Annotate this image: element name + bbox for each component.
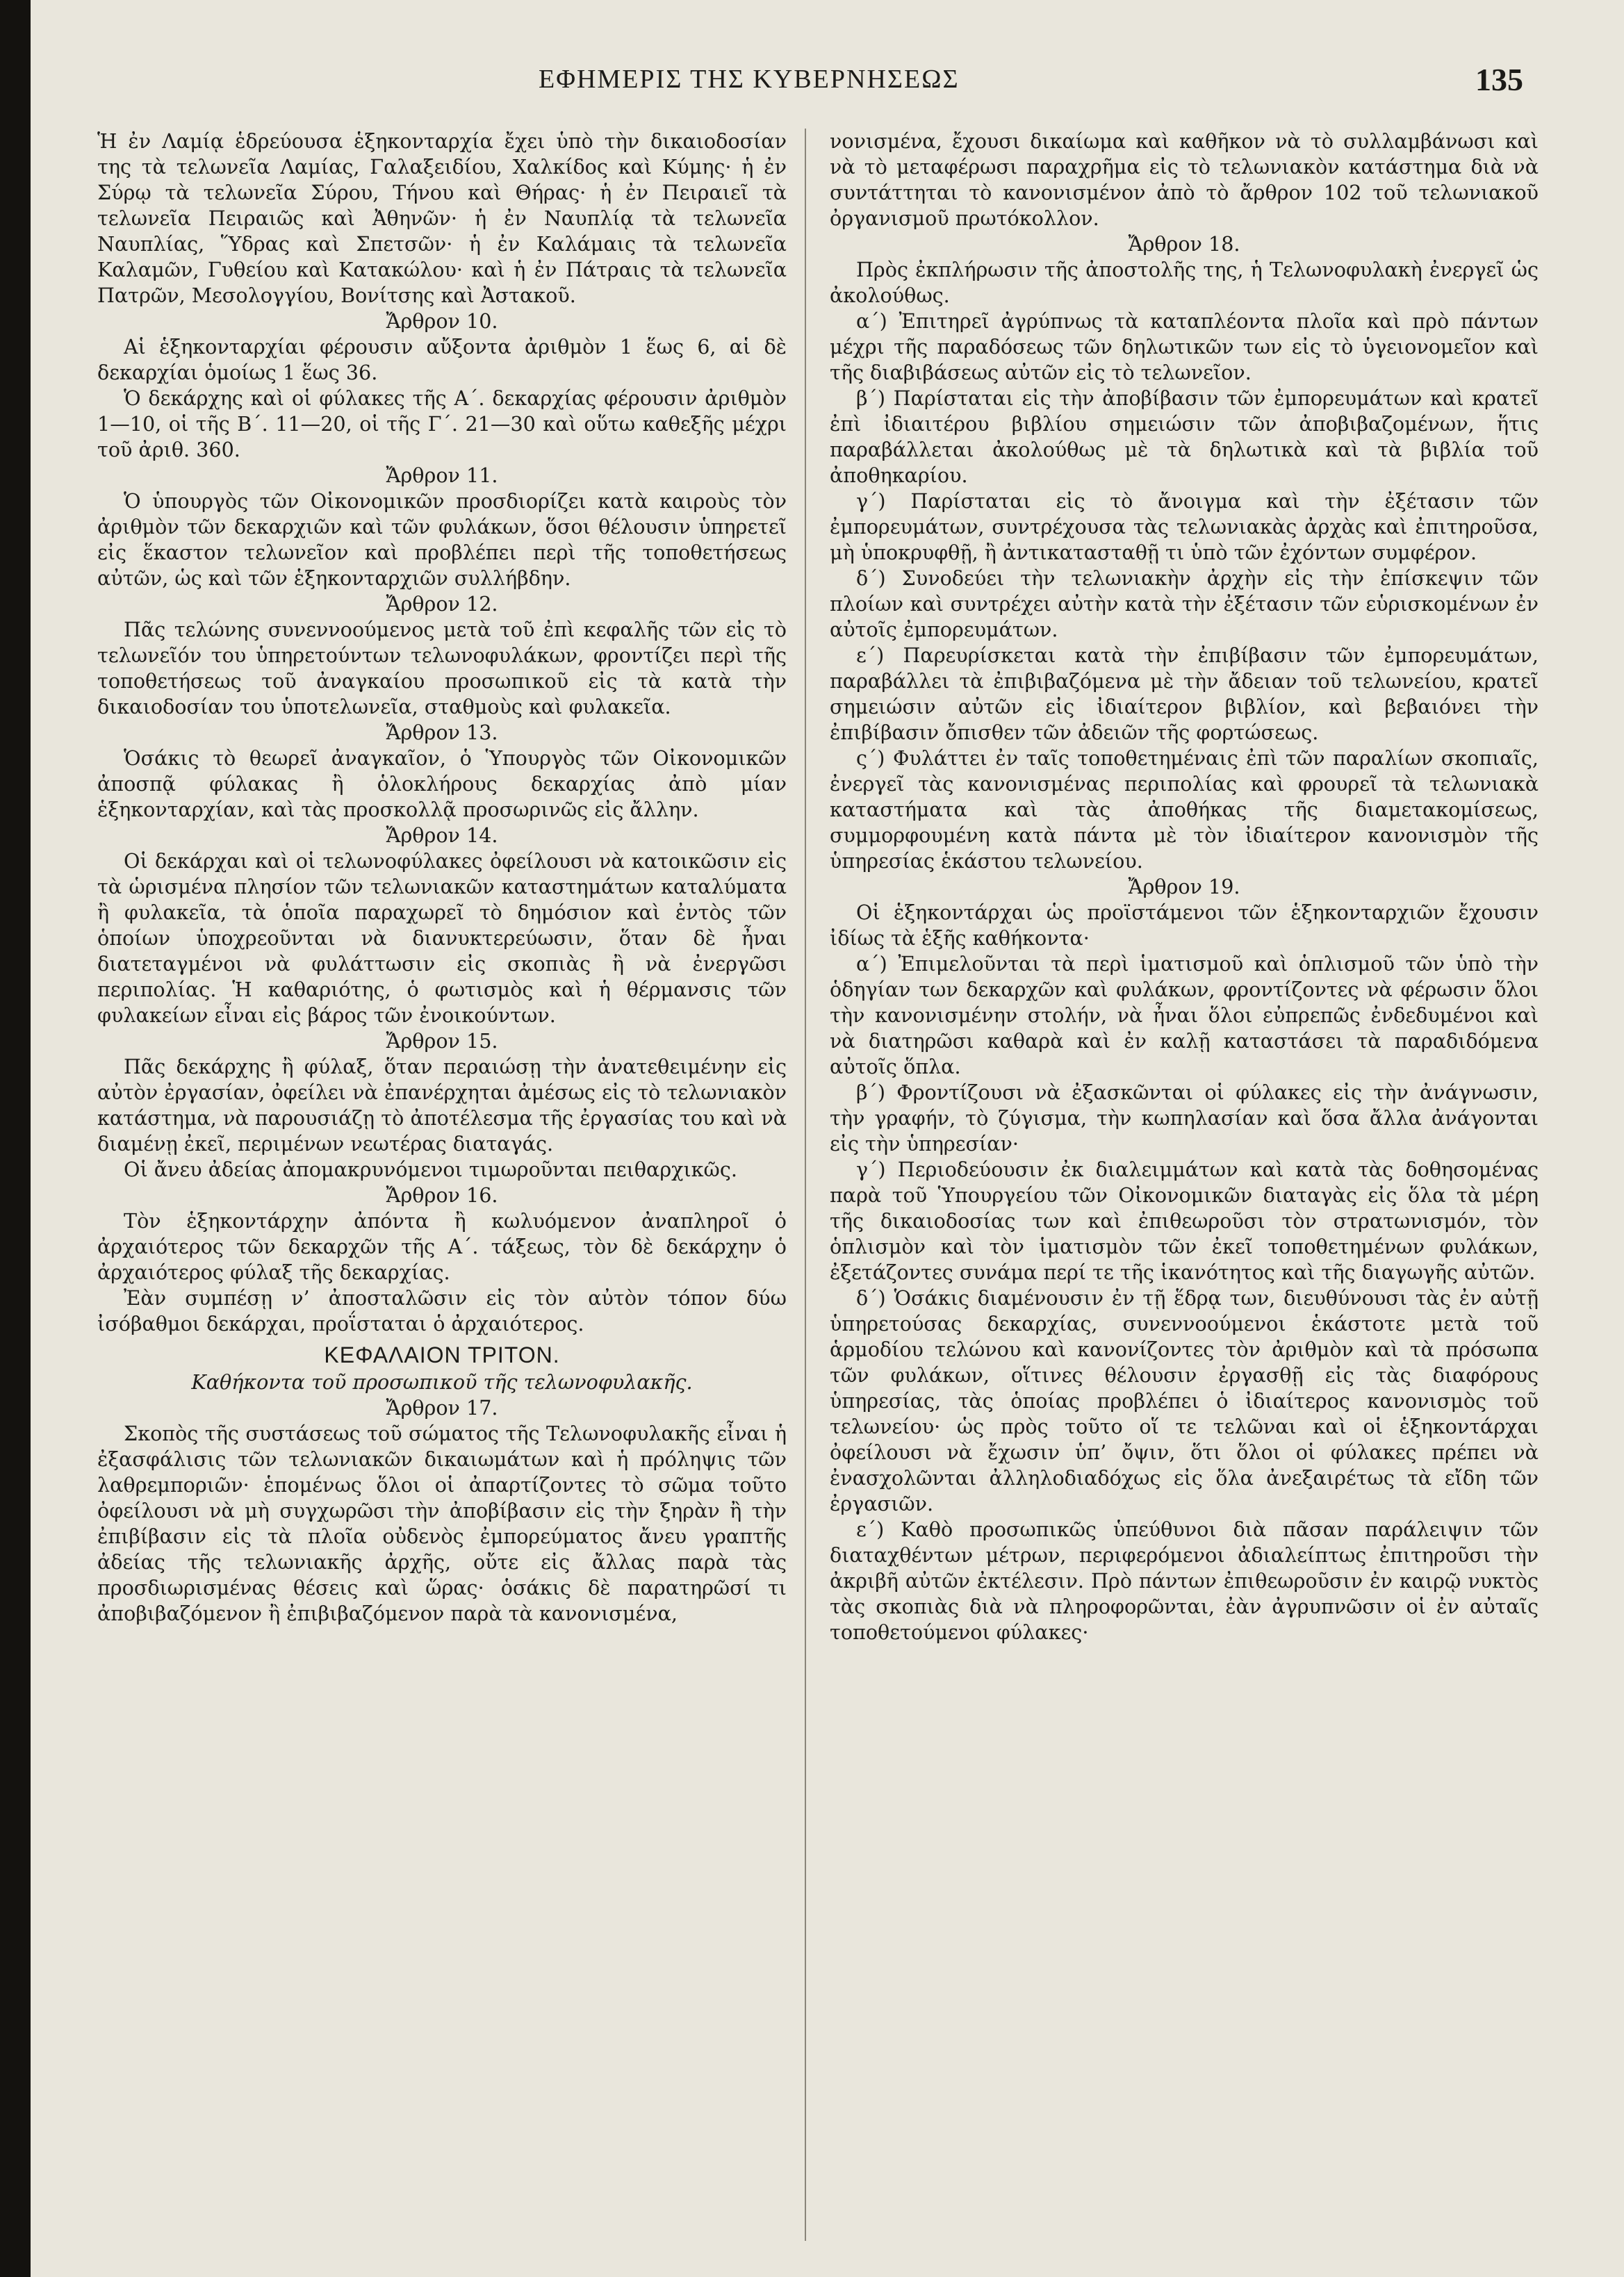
newspaper-title: ΕΦΗΜΕΡΙΣ ΤΗΣ ΚΥΒΕΡΝΗΣΕΩΣ (539, 65, 960, 94)
article-heading: Ἄρθρον 17. (386, 1396, 498, 1420)
left-column (97, 129, 787, 2248)
page-number: 135 (1475, 62, 1523, 97)
paragraph: Τὸν ἑξηκοντάρχην ἀπόντα ἢ κωλυόμενον ἀναπληροῖ ὁ ἀρχαιότερος τῶν δεκαρχῶν τῆς Α΄. τάξεως, τὸν δὲ δεκάρχην ὁ ἀρχαιότερος φύλαξ τῆς δεκαρχίας. (97, 1209, 787, 1284)
chapter-subtitle: Καθήκοντα τοῦ προσωπικοῦ τῆς τελωνοφυλακῆς. (191, 1370, 693, 1394)
paragraph: β΄) Παρίσταται εἰς τὴν ἀποβίβασιν τῶν ἐμπορευμάτων καὶ κρατεῖ ἐπὶ ἰδιαιτέρου βιβλίου σημειώσιν τῶν ἀποβιβαζομένων, ἥτις παραβάλλεται ἀκολούθως μὲ τὰ δηλωτικὰ καὶ τὰ βιβλία τοῦ ἀποθηκαρίου. (830, 386, 1539, 487)
adjacent-page-edge (31, 0, 58, 2277)
paragraph: γ΄) Παρίσταται εἰς τὸ ἄνοιγμα καὶ τὴν ἐξέτασιν τῶν ἐμπορευμάτων, συντρέχουσα τὰς τελωνιακὰς ἀρχὰς καὶ ἐπιτηροῦσα, μὴ ὑποκρυφθῇ, ἢ ἀντικατασταθῇ τι ὑπὸ τῶν ἐχόντων συμφέρον. (830, 489, 1539, 564)
paragraph: Ὁσάκις τὸ θεωρεῖ ἀναγκαῖον, ὁ Ὑπουργὸς τῶν Οἰκονομικῶν ἀποσπᾷ φύλακας ἢ ὁλοκλήρους δεκαρχίας ἀπὸ μίαν ἑξηκονταρχίαν, καὶ τὰς προσκολλᾷ προσωρινῶς εἰς ἄλλην. (97, 746, 787, 821)
article-heading: Ἄρθρον 13. (386, 721, 498, 744)
article-heading: Ἄρθρον 11. (386, 463, 498, 487)
paragraph: Αἱ ἑξηκονταρχίαι φέρουσιν αὔξοντα ἀριθμὸν 1 ἕως 6, αἱ δὲ δεκαρχίαι ὁμοίως 1 ἕως 36. (97, 335, 787, 384)
paragraph: Ὁ ὑπουργὸς τῶν Οἰκονομικῶν προσδιορίζει κατὰ καιροὺς τὸν ἀριθμὸν τῶν δεκαρχιῶν καὶ τῶν φυλάκων, ὅσοι θέλουσιν ὑπηρετεῖ εἰς ἕκαστον τελωνεῖον καὶ προβλέπει περὶ τῆς τοποθετήσεως αὐτῶν, ὡς καὶ τῶν ἑξηκονταρχιῶν συλλήβδην. (97, 489, 787, 590)
article-heading: Ἄρθρον 10. (386, 309, 498, 333)
paragraph: δ΄) Συνοδεύει τὴν τελωνιακὴν ἀρχὴν εἰς τὴν ἐπίσκεψιν τῶν πλοίων καὶ συντρέχει αὐτὴν κατὰ τὴν ἐξέτασιν τῶν εὑρισκομένων ἐν αὐτοῖς ἐμπορευμάτων. (830, 566, 1539, 641)
paragraph: Ὁ δεκάρχης καὶ οἱ φύλακες τῆς Α΄. δεκαρχίας φέρουσιν ἀριθμὸν 1—10, οἱ τῆς Β΄. 11—20, οἱ τῆς Γ΄. 21—30 καὶ οὕτω καθεξῆς μέχρι τοῦ ἀριθ. 360. (97, 386, 787, 461)
paragraph: Σκοπὸς τῆς συστάσεως τοῦ σώματος τῆς Τελωνοφυλακῆς εἶναι ἡ ἐξασφάλισις τῶν τελωνιακῶν δικαιωμάτων καὶ ἡ πρόληψις τῶν λαθρεμποριῶν· ἑπομένως ὅλοι οἱ ἀπαρτίζοντες τὸ σῶμα τοῦτο ὀφείλουσι νὰ μὴ συγχωρῶσι τὴν ἀποβίβασιν εἰς τὴν ξηρὰν ἢ τὴν ἐπιβίβασιν εἰς τὰ πλοῖα οὐδενὸς ἐμπορεύματος ἄνευ γραπτῆς ἀδείας τῆς τελωνιακῆς ἀρχῆς, οὔτε εἰς ἄλλας παρὰ τὰς προσδιωρισμένας θέσεις καὶ ὥρας· ὁσάκις δὲ παρατηρῶσί τι ἀποβιβαζόμενον ἢ ἐπιβιβαζόμενον παρὰ τὰ κανονισμένα, (97, 1422, 787, 1625)
paragraph: Οἱ ἄνευ ἀδείας ἀπομακρυνόμενοι τιμωροῦνται πειθαρχικῶς. (124, 1158, 737, 1181)
page-header (0, 64, 1624, 106)
paragraph: Πρὸς ἐκπλήρωσιν τῆς ἀποστολῆς της, ἡ Τελωνοφυλακὴ ἐνεργεῖ ὡς ἀκολούθως. (830, 258, 1539, 307)
chapter-heading: ΚΕΦΑΛΑΙΟΝ ΤΡΙΤΟΝ. (324, 1342, 560, 1367)
paragraph: Ἡ ἐν Λαμίᾳ ἑδρεύουσα ἑξηκονταρχία ἔχει ὑπὸ τὴν δικαιοδοσίαν της τὰ τελωνεῖα Λαμίας, Γαλαξειδίου, Χαλκίδος καὶ Κύμης· ἡ ἐν Σύρῳ τὰ τελωνεῖα Σύρου, Τήνου καὶ Θήρας· ἡ ἐν Πειραιεῖ τὰ τελωνεῖα Πειραιῶς καὶ Ἀθηνῶν· ἡ ἐν Ναυπλίᾳ τὰ τελωνεῖα Ναυπλίας, Ὕδρας καὶ Σπετσῶν· ἡ ἐν Καλάμαις τὰ τελωνεῖα Καλαμῶν, Γυθείου καὶ Κατακώλου· καὶ ἡ ἐν Πάτραις τὰ τελωνεῖα Πατρῶν, Μεσολογγίου, Βονίτσης καὶ Ἀστακοῦ. (97, 129, 787, 307)
paragraph: Πᾶς δεκάρχης ἢ φύλαξ, ὅταν περαιώσῃ τὴν ἀνατεθειμένην εἰς αὐτὸν ἐργασίαν, ὀφείλει νὰ ἐπανέρχηται ἀμέσως εἰς τὸ τελωνιακὸν κατάστημα, νὰ παρουσιάζῃ τὸ ἀποτέλεσμα τῆς ἐργασίας του καὶ νὰ διαμένῃ ἐκεῖ, περιμένων νεωτέρας διαταγάς. (97, 1055, 787, 1156)
paragraph: ε΄) Παρευρίσκεται κατὰ τὴν ἐπιβίβασιν τῶν ἐμπορευμάτων, παραβάλλει τὰ ἐπιβιβαζόμενα μὲ τὴν ἄδειαν τοῦ τελωνείου, κρατεῖ σημειώσιν αὐτῶν εἰς ἰδιαίτερον βιβλίον, καὶ βεβαιόνει τὴν ἐπιβίβασιν ὄπισθεν τῶν ἀδειῶν τῆς φορτώσεως. (830, 643, 1539, 744)
column-divider (805, 129, 806, 2241)
paragraph: ε΄) Καθὸ προσωπικῶς ὑπεύθυνοι διὰ πᾶσαν παράλειψιν τῶν διαταχθέντων μέτρων, περιφερόμενοι ἀδιαλείπτως ἐπιτηροῦσι τὴν ἀκριβῆ αὐτῶν ἐκτέλεσιν. Πρὸ πάντων ἐπιθεωροῦσιν ἐν καιρῷ νυκτὸς τὰς σκοπιὰς διὰ νὰ πληροφορῶνται, ἐὰν ἀγρυπνῶσιν οἱ ἐν αὐταῖς τοποθετούμενοι φύλακες· (830, 1518, 1539, 1644)
paragraph: γ΄) Περιοδεύουσιν ἐκ διαλειμμάτων καὶ κατὰ τὰς δοθησομένας παρὰ τοῦ Ὑπουργείου τῶν Οἰκονομικῶν διαταγὰς εἰς ὅλα τὰ μέρη τῆς δικαιοδοσίας των καὶ ἐπιθεωροῦσι τὸν στρατωνισμόν, τὸν ὁπλισμὸν καὶ τὸν ἱματισμὸν τῶν ἐκεῖ τοποθετημένων φυλάκων, ἐξετάζοντες συνάμα περί τε τῆς ἱκανότητος καὶ τῆς διαγωγῆς αὐτῶν. (830, 1158, 1539, 1284)
paragraph: α΄) Ἐπιμελοῦνται τὰ περὶ ἱματισμοῦ καὶ ὁπλισμοῦ τῶν ὑπὸ τὴν ὁδηγίαν των δεκαρχῶν καὶ φυλάκων, φροντίζοντες νὰ φέρωσιν ὅλοι τὴν κανονισμένην στολήν, νὰ ἦναι ὅλοι εὐπρεπῶς ἐνδεδυμένοι καὶ νὰ διατηρῶσι καθαρὰ καὶ ἐν καλῇ καταστάσει τὰ παραδιδόμενα αὐτοῖς ὅπλα. (830, 952, 1539, 1078)
article-heading: Ἄρθρον 15. (386, 1029, 498, 1053)
paragraph: Πᾶς τελώνης συνεννοούμενος μετὰ τοῦ ἐπὶ κεφαλῆς τῶν εἰς τὸ τελωνεῖόν του ὑπηρετούντων τελωνοφυλάκων, φροντίζει περὶ τῆς τοποθετήσεως τοῦ ἀναγκαίου προσωπικοῦ εἰς τὰ κατὰ τὴν δικαιοδοσίαν του ὑποτελωνεῖα, σταθμοὺς καὶ φυλακεῖα. (97, 618, 787, 718)
article-heading: Ἄρθρον 19. (1128, 875, 1240, 898)
article-heading: Ἄρθρον 18. (1128, 232, 1240, 256)
paragraph: Οἱ δεκάρχαι καὶ οἱ τελωνοφύλακες ὀφείλουσι νὰ κατοικῶσιν εἰς τὰ ὡρισμένα πλησίον τῶν τελωνιακῶν καταστημάτων καταλύματα ἢ φυλακεῖα, τὰ ὁποῖα παραχωρεῖ τὸ δημόσιον καὶ ἐντὸς τῶν ὁποίων ὑποχρεοῦνται νὰ διανυκτερεύωσιν, ὅταν δὲ ἦναι διατεταγμένοι νὰ φυλάττωσιν εἰς σκοπιὰς ἢ νὰ ἐνεργῶσι περιπολίας. Ἡ καθαριότης, ὁ φωτισμὸς καὶ ἡ θέρμανσις τῶν φυλακείων εἶναι εἰς βάρος τῶν ἐνοικούντων. (97, 849, 787, 1027)
binding-gutter (0, 0, 31, 2277)
paragraph: ς΄) Φυλάττει ἐν ταῖς τοποθετημέναις ἐπὶ τῶν παραλίων σκοπιαῖς, ἐνεργεῖ τὰς κανονισμένας περιπολίας καὶ φρουρεῖ τὰ τελωνιακὰ καταστήματα καὶ τὰς ἀποθήκας τῆς διαμετακομίσεως, συμμορφουμένη κατὰ πάντα μὲ τὸν ἰδιαίτερον κανονισμὸν τῆς ὑπηρεσίας ἑκάστου τελωνείου. (830, 746, 1539, 873)
article-heading: Ἄρθρον 16. (386, 1183, 498, 1207)
paragraph: νονισμένα, ἔχουσι δικαίωμα καὶ καθῆκον νὰ τὸ συλλαμβάνωσι καὶ νὰ τὸ μεταφέρωσι παραχρῆμα εἰς τὸ τελωνιακὸν κατάστημα διὰ νὰ συντάττηται τὸ κανονισμένον ἀπὸ τὸ ἄρθρον 102 τοῦ τελωνιακοῦ ὀργανισμοῦ πρωτόκολλον. (830, 129, 1539, 230)
paragraph: δ΄) Ὁσάκις διαμένουσιν ἐν τῇ ἕδρᾳ των, διευθύνουσι τὰς ἐν αὐτῇ ὑπηρετούσας δεκαρχίας, συνεννοούμενοι ἑκάστοτε μετὰ τοῦ ἁρμοδίου τελώνου καὶ κανονίζοντες τὸν ἀριθμὸν καὶ τὰ πρόσωπα τῶν φυλάκων, οἵτινες θέλουσιν ἐργασθῇ εἰς τὰς διαφόρους ὑπηρεσίας, τὰς ὁποίας προβλέπει ὁ ἰδιαίτερος κανονισμὸς τοῦ τελωνείου· ὡς πρὸς τοῦτο οἵ τε τελῶναι καὶ οἱ ἑξηκοντάρχαι ὀφείλουσι νὰ ἔχωσιν ὑπ’ ὄψιν, ὅτι ὅλοι οἱ φύλακες πρέπει νὰ ἐνασχολῶνται ἀλληλοδιαδόχως εἰς ὅλα ἀνεξαιρέτως τὰ εἴδη τῶν ἐργασιῶν. (830, 1286, 1539, 1515)
article-heading: Ἄρθρον 14. (386, 823, 498, 847)
paragraph: α΄) Ἐπιτηρεῖ ἀγρύπνως τὰ καταπλέοντα πλοῖα καὶ πρὸ πάντων μέχρι τῆς παραδόσεως τῶν δηλωτικῶν των εἰς τὸ ὑγειονομεῖον καὶ τῆς διαβιβάσεως αὐτῶν εἰς τὸ τελωνεῖον. (830, 309, 1539, 384)
right-column (830, 129, 1539, 2248)
article-heading: Ἄρθρον 12. (386, 592, 498, 616)
paragraph: Οἱ ἑξηκοντάρχαι ὡς προϊστάμενοι τῶν ἑξηκονταρχιῶν ἔχουσιν ἰδίως τὰ ἑξῆς καθήκοντα· (830, 901, 1539, 950)
paragraph: β΄) Φροντίζουσι νὰ ἐξασκῶνται οἱ φύλακες εἰς τὴν ἀνάγνωσιν, τὴν γραφήν, τὸ ζύγισμα, τὴν κωπηλασίαν καὶ ὅσα ἄλλα ἀνάγονται εἰς τὴν ὑπηρεσίαν· (830, 1080, 1539, 1156)
paragraph: Ἐὰν συμπέσῃ ν’ ἀποσταλῶσιν εἰς τὸν αὐτὸν τόπον δύω ἰσόβαθμοι δεκάρχαι, προΐσταται ὁ ἀρχαιότερος. (97, 1286, 787, 1335)
